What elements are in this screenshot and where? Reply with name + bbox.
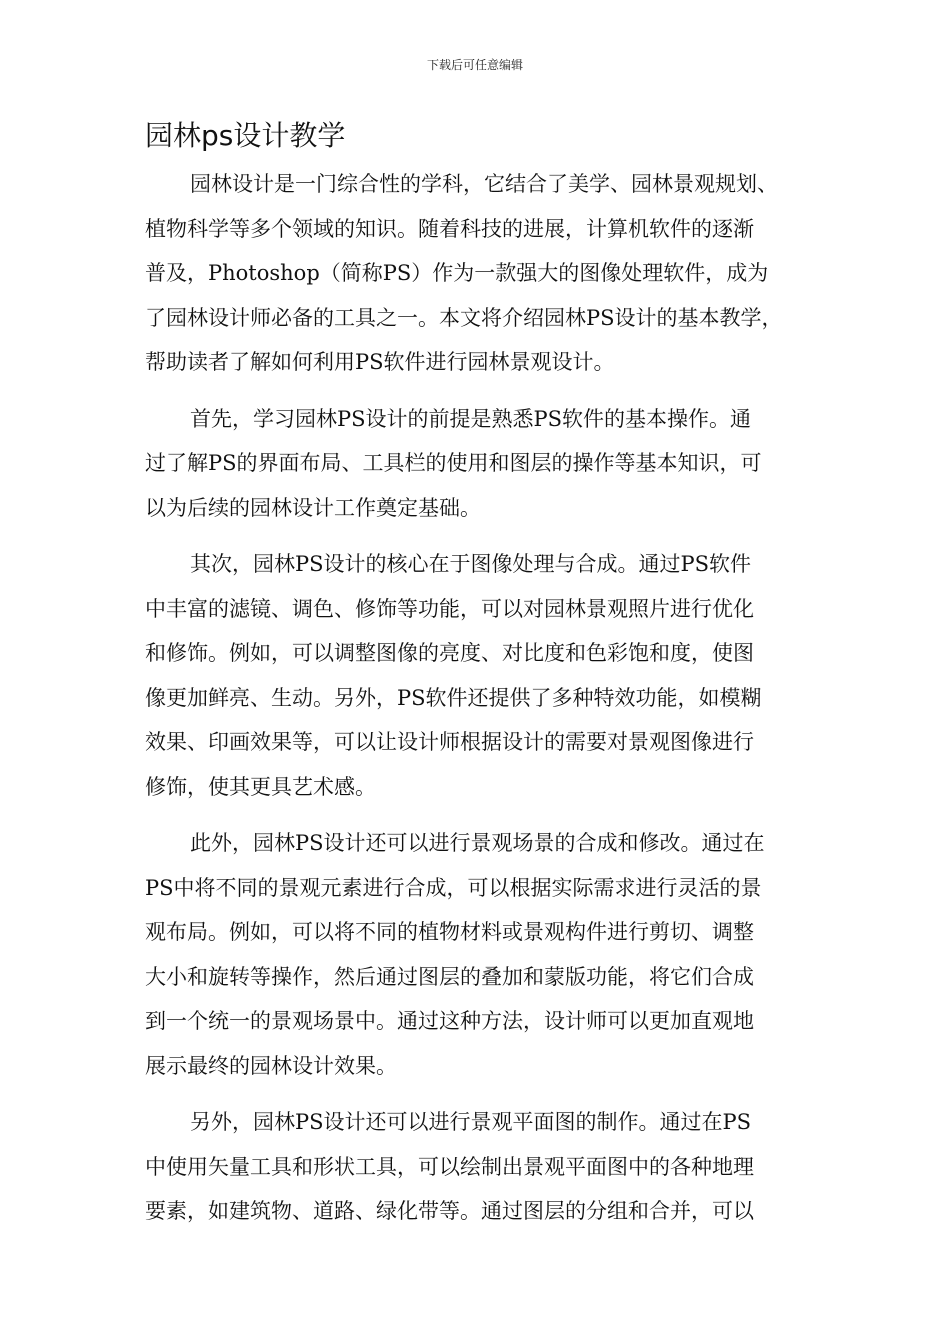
header-note: 下载后可任意编辑 — [426, 58, 523, 72]
paragraph-line: 效果、印画效果等，可以让设计师根据设计的需要对景观图像进行 — [145, 730, 754, 754]
paragraph-line: 像更加鲜亮、生动。另外，PS软件还提供了多种特效功能，如模糊 — [145, 685, 762, 710]
paragraph-line: 大小和旋转等操作，然后通过图层的叠加和蒙版功能，将它们合成 — [145, 964, 754, 989]
paragraph-line: 中使用矢量工具和形状工具，可以绘制出景观平面图中的各种地理 — [145, 1154, 754, 1179]
paragraph-line: 首先，学习园林PS设计的前提是熟悉PS软件的基本操作。通 — [190, 406, 752, 431]
paragraph-line: 中丰富的滤镜、调色、修饰等功能，可以对园林景观照片进行优化 — [145, 596, 754, 621]
paragraph-line: 其次，园林PS设计的核心在于图像处理与合成。通过PS软件 — [190, 552, 752, 576]
paragraph-line: 园林设计是一门综合性的学科，它结合了美学、园林景观规划、 — [190, 172, 778, 196]
paragraph — [145, 397, 810, 531]
paragraph — [145, 1100, 810, 1234]
paragraph-line: 要素，如建筑物、道路、绿化带等。通过图层的分组和合并，可以 — [145, 1199, 754, 1223]
paragraph — [145, 162, 810, 385]
paragraph — [145, 542, 810, 809]
paragraph-line: 帮助读者了解如何利用PS软件进行园林景观设计。 — [145, 350, 615, 374]
paragraph-line: PS中将不同的景观元素进行合成，可以根据实际需求进行灵活的景 — [145, 875, 762, 900]
paragraph-line: 到一个统一的景观场景中。通过这种方法，设计师可以更加直观地 — [145, 1009, 754, 1033]
paragraph — [145, 821, 810, 1088]
paragraph-line: 修饰，使其更具艺术感。 — [145, 774, 376, 799]
paragraph-line: 了园林设计师必备的工具之一。本文将介绍园林PS设计的基本教学， — [145, 305, 783, 330]
paragraph-line: 展示最终的园林设计效果。 — [145, 1053, 397, 1078]
paragraph-line: 和修饰。例如，可以调整图像的亮度、对比度和色彩饱和度，使图 — [145, 641, 754, 665]
paragraph-line: 另外，园林PS设计还可以进行景观平面图的制作。通过在PS — [190, 1110, 752, 1134]
paragraph-line: 普及，Photoshop（简称PS）作为一款强大的图像处理软件，成为 — [145, 261, 769, 285]
paragraph-line: 以为后续的园林设计工作奠定基础。 — [145, 495, 481, 520]
document-body — [145, 162, 810, 1246]
paragraph-line: 植物科学等多个领域的知识。随着科技的进展，计算机软件的逐渐 — [145, 216, 754, 241]
paragraph-line: 此外，园林PS设计还可以进行景观场景的合成和修改。通过在 — [190, 831, 765, 855]
paragraph-line: 观布局。例如，可以将不同的植物材料或景观构件进行剪切、调整 — [145, 920, 754, 944]
document-title: 园林ps设计教学 — [145, 119, 346, 152]
paragraph-line: 过了解PS的界面布局、工具栏的使用和图层的操作等基本知识，可 — [145, 451, 762, 475]
